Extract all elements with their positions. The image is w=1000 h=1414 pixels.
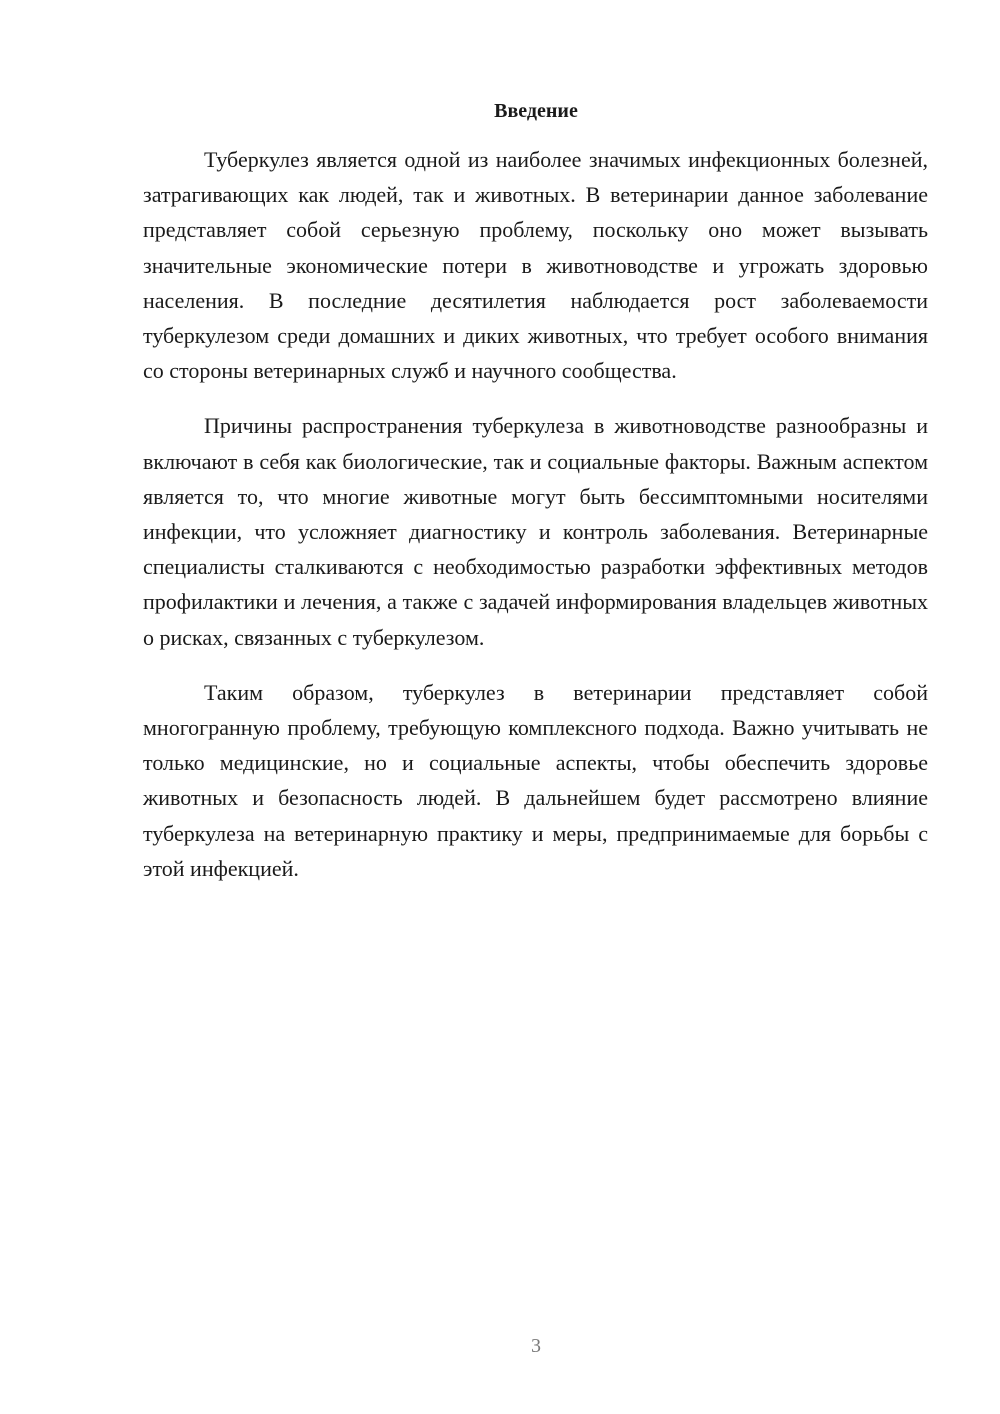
- paragraph-2: Причины распространения туберкулеза в животноводстве разнообразны и включают в себя как биологические, так и социальные факторы. Важным аспектом является то, что многие животные могут быть бессимптомными носителями инфекции, что усложняет диагностику и контроль заболевания. Ветеринарные специалисты сталкиваются с необходимостью разработки эффективных методов профилактики и лечения, а также с задачей информирования владельцев животных о рисках, связанных с туберкулезом.: [143, 413, 928, 650]
- section-heading: Введение: [494, 100, 578, 122]
- body-text: [143, 142, 928, 906]
- page-number: 3: [531, 1335, 541, 1357]
- paragraph-3: Таким образом, туберкулез в ветеринарии представляет собой многогранную проблему, требующую комплексного подхода. Важно учитывать не только медицинские, но и социальные аспекты, чтобы обеспечить здоровье животных и безопасность людей. В дальнейшем будет рассмотрено влияние туберкулеза на ветеринарную практику и меры, предпринимаемые для борьбы с этой инфекцией.: [143, 679, 928, 881]
- paragraph-1: Туберкулез является одной из наиболее значимых инфекционных болезней, затрагивающих как людей, так и животных. В ветеринарии данное заболевание представляет собой серьезную проблему, поскольку оно может вызывать значительные экономические потери в животноводстве и угрожать здоровью населения. В последние десятилетия наблюдается рост заболеваемости туберкулезом среди домашних и диких животных, что требует особого внимания со стороны ветеринарных служб и научного сообщества.: [143, 147, 928, 384]
